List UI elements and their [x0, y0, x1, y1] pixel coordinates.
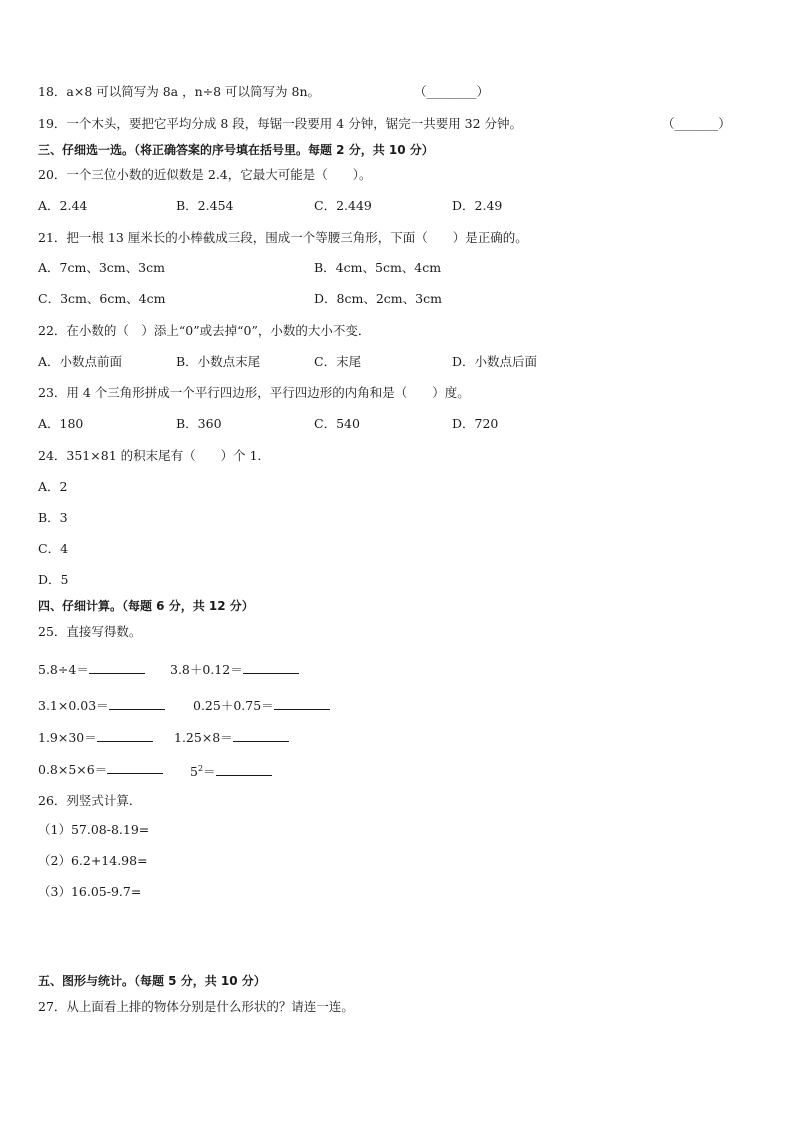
- question-25-stem: 25．直接写得数。: [38, 624, 142, 639]
- option-d[interactable]: D．8cm、2cm、3cm: [314, 291, 442, 306]
- calc-item: 1.9×30＝: [38, 729, 153, 746]
- option-c[interactable]: C．3cm、6cm、4cm: [38, 291, 166, 306]
- answer-blank[interactable]: [109, 697, 165, 710]
- option-d[interactable]: D．小数点后面: [452, 354, 538, 369]
- section-4-heading: 四、仔细计算。（每题 6 分，共 12 分）: [38, 599, 254, 613]
- option-b[interactable]: B．4cm、5cm、4cm: [314, 260, 442, 275]
- question-20-stem: 20．一个三位小数的近似数是 2.4，它最大可能是（ ）。: [38, 167, 372, 182]
- option-a[interactable]: A．2: [38, 479, 68, 494]
- option-d[interactable]: D．2.49: [452, 198, 503, 213]
- question-23-stem: 23．用 4 个三角形拼成一个平行四边形，平行四边形的内角和是（ ）度。: [38, 385, 470, 400]
- answer-blank[interactable]: [233, 729, 289, 742]
- section-3-heading: 三、仔细选一选。（将正确答案的序号填在括号里。每题 2 分，共 10 分）: [38, 143, 434, 157]
- answer-blank[interactable]: [216, 763, 272, 776]
- option-d[interactable]: D．5: [38, 572, 69, 587]
- option-a[interactable]: A．2.44: [38, 198, 88, 213]
- section-5-heading: 五、图形与统计。（每题 5 分，共 10 分）: [38, 974, 266, 988]
- option-b[interactable]: B．3: [38, 510, 68, 525]
- calc-item: 5.8÷4＝: [38, 661, 145, 678]
- vertical-calc-item: （1）57.08-8.19=: [38, 822, 150, 837]
- option-b[interactable]: B．小数点末尾: [176, 354, 261, 369]
- question-27-stem: 27．从上面看上排的物体分别是什么形状的？请连一连。: [38, 999, 354, 1014]
- question-22-stem: 22．在小数的（ ）添上“0”或去掉“0”，小数的大小不变．: [38, 323, 371, 338]
- question-19-answer-parens[interactable]: （_______）: [662, 116, 731, 131]
- calc-item: 3.1×0.03＝: [38, 697, 165, 714]
- calc-item: 1.25×8＝: [174, 729, 289, 746]
- option-c[interactable]: C．4: [38, 541, 69, 556]
- question-26-stem: 26．列竖式计算．: [38, 793, 142, 808]
- question-19: 19．一个木头，要把它平均分成 8 段，每锯一段要用 4 分钟，锯完一共要用 32 分钟。: [38, 116, 523, 131]
- calc-item: 3.8＋0.12＝: [170, 661, 299, 678]
- option-c[interactable]: C．末尾: [314, 354, 362, 369]
- option-c[interactable]: C．540: [314, 416, 360, 431]
- answer-blank[interactable]: [243, 661, 299, 674]
- answer-blank[interactable]: [89, 661, 145, 674]
- option-a[interactable]: A．7cm、3cm、3cm: [38, 260, 165, 275]
- option-b[interactable]: B．360: [176, 416, 222, 431]
- calc-item: 0.25＋0.75＝: [193, 697, 330, 714]
- answer-blank[interactable]: [107, 761, 163, 774]
- calc-item: $5^2=$: [190, 761, 272, 780]
- question-18: [38, 84, 320, 100]
- answer-blank[interactable]: [274, 697, 330, 710]
- calc-item: 0.8×5×6＝: [38, 761, 163, 778]
- question-24-stem: 24．351×81 的积末尾有（ ）个 1．: [38, 448, 271, 463]
- option-b[interactable]: B．2.454: [176, 198, 234, 213]
- question-18-text: 18．a×8 可以简写为 8a ，n÷8 可以简写为 8n。: [38, 84, 321, 99]
- vertical-calc-item: （2）6.2+14.98=: [38, 853, 148, 868]
- answer-blank[interactable]: [97, 729, 153, 742]
- option-a[interactable]: A．180: [38, 416, 84, 431]
- question-18-answer-parens[interactable]: （________）: [414, 84, 490, 99]
- question-21-stem: 21．把一根 13 厘米长的小棒截成三段，围成一个等腰三角形，下面（ ）是正确的。: [38, 230, 528, 245]
- option-d[interactable]: D．720: [452, 416, 499, 431]
- vertical-calc-item: （3）16.05-9.7=: [38, 884, 142, 899]
- option-c[interactable]: C．2.449: [314, 198, 372, 213]
- option-a[interactable]: A．小数点前面: [38, 354, 123, 369]
